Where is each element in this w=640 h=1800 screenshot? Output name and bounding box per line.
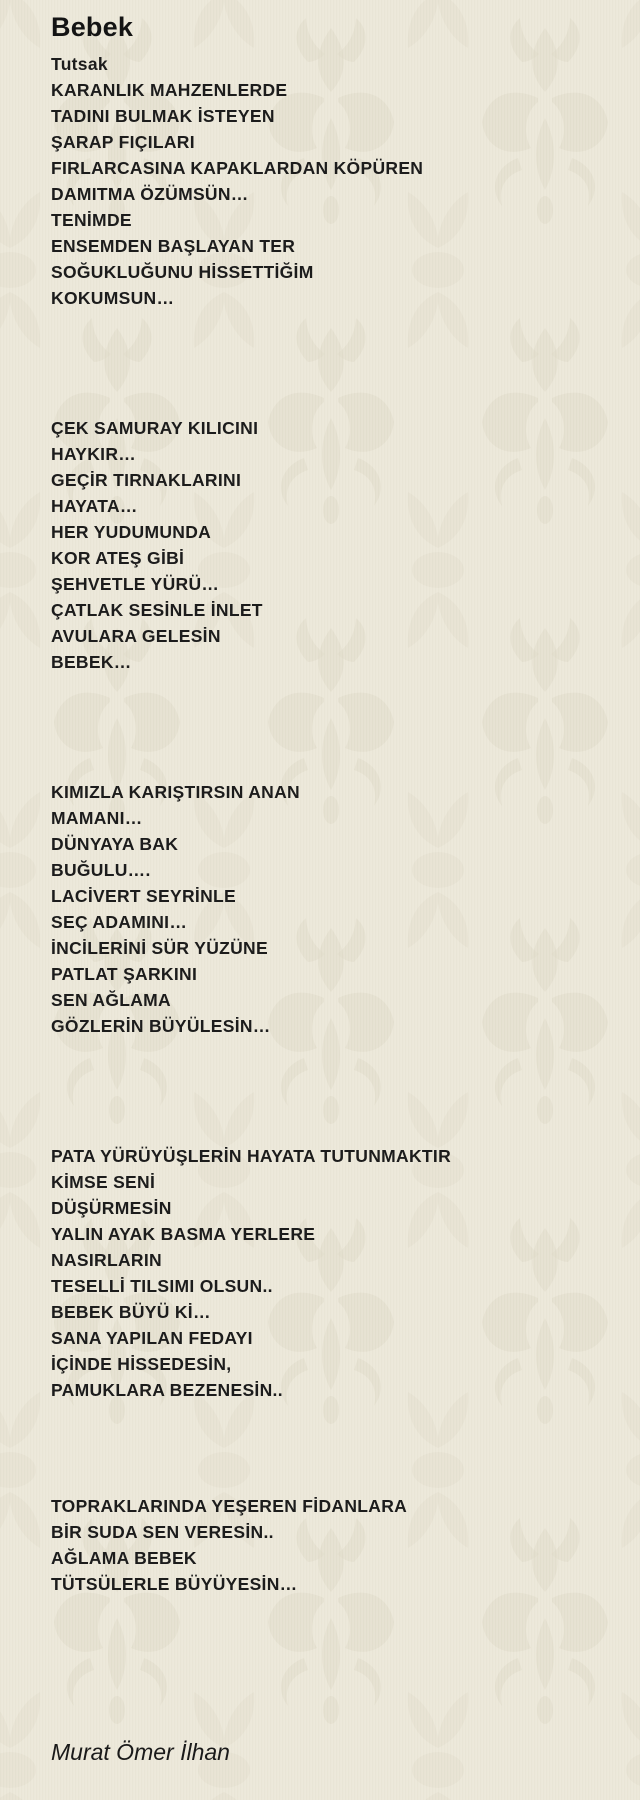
stanza-2 [51, 415, 620, 675]
poem-line: İNCİLERİNİ SÜR YÜZÜNE [51, 938, 268, 958]
poem-line: HAYATA… [51, 496, 138, 516]
poem-line: SANA YAPILAN FEDAYI [51, 1328, 253, 1348]
poem-line: GÖZLERİN BÜYÜLESİN… [51, 1016, 271, 1036]
poem-line: ENSEMDEN BAŞLAYAN TER [51, 236, 296, 256]
poem-line: KIMIZLA KARIŞTIRSIN ANAN [51, 782, 300, 802]
poem-line: ŞEHVETLE YÜRÜ… [51, 574, 220, 594]
poem-line: BEBEK BÜYÜ Kİ… [51, 1302, 211, 1322]
stanza-5 [51, 1493, 620, 1597]
poem-author: Murat Ömer İlhan [51, 1739, 230, 1765]
poem-line: ÇEK SAMURAY KILICINI [51, 418, 259, 438]
poem-line: KARANLIK MAHZENLERDE [51, 80, 288, 100]
poem-line: Tutsak [51, 54, 108, 74]
poem-line: TOPRAKLARINDA YEŞEREN FİDANLARA [51, 1496, 408, 1516]
poem-line: DÜŞÜRMESİN [51, 1198, 172, 1218]
poem-line: BEBEK… [51, 652, 132, 672]
poem-title: Bebek [51, 12, 134, 42]
poem-line: KOKUMSUN… [51, 288, 175, 308]
poem-line: LACİVERT SEYRİNLE [51, 886, 236, 906]
poem-line: SEÇ ADAMINI… [51, 912, 188, 932]
poem-line: KOR ATEŞ GİBİ [51, 548, 185, 568]
poem-line: AĞLAMA BEBEK [51, 1548, 197, 1568]
poem-line: TÜTSÜLERLE BÜYÜYESİN… [51, 1574, 298, 1594]
poem-line: BİR SUDA SEN VERESİN.. [51, 1522, 274, 1542]
poem-line: DAMITMA ÖZÜMSÜN… [51, 184, 249, 204]
poem-line: SOĞUKLUĞUNU HİSSETTİĞİM [51, 262, 314, 282]
poem-line: GEÇİR TIRNAKLARINI [51, 470, 242, 490]
poem-line: HAYKIR… [51, 444, 137, 464]
poem-line: TADINI BULMAK İSTEYEN [51, 106, 275, 126]
poem-line: NASIRLARIN [51, 1250, 162, 1270]
poem-line: MAMANI… [51, 808, 143, 828]
poem-line: HER YUDUMUNDA [51, 522, 212, 542]
poem-line: FIRLARCASINA KAPAKLARDAN KÖPÜREN [51, 158, 424, 178]
poem-line: DÜNYAYA BAK [51, 834, 179, 854]
poem-line: BUĞULU…. [51, 860, 151, 880]
poem-line: TENİMDE [51, 210, 132, 230]
poem-line: PATLAT ŞARKINI [51, 964, 198, 984]
poem-line: PAMUKLARA BEZENESİN.. [51, 1380, 283, 1400]
poem-line: KİMSE SENİ [51, 1172, 156, 1192]
poem-line: İÇİNDE HİSSEDESİN, [51, 1354, 232, 1374]
stanza-1 [51, 51, 620, 311]
poem-line: SEN AĞLAMA [51, 990, 171, 1010]
poem-line: ŞARAP FIÇILARI [51, 132, 195, 152]
poem-line: YALIN AYAK BASMA YERLERE [51, 1224, 316, 1244]
poem-line: PATA YÜRÜYÜŞLERİN HAYATA TUTUNMAKTIR [51, 1146, 452, 1166]
poem-line: ÇATLAK SESİNLE İNLET [51, 600, 263, 620]
poem-line: TESELLİ TILSIMI OLSUN.. [51, 1276, 273, 1296]
poem-line: AVULARA GELESİN [51, 626, 221, 646]
stanza-3 [51, 779, 620, 1039]
stanza-4 [51, 1143, 620, 1403]
